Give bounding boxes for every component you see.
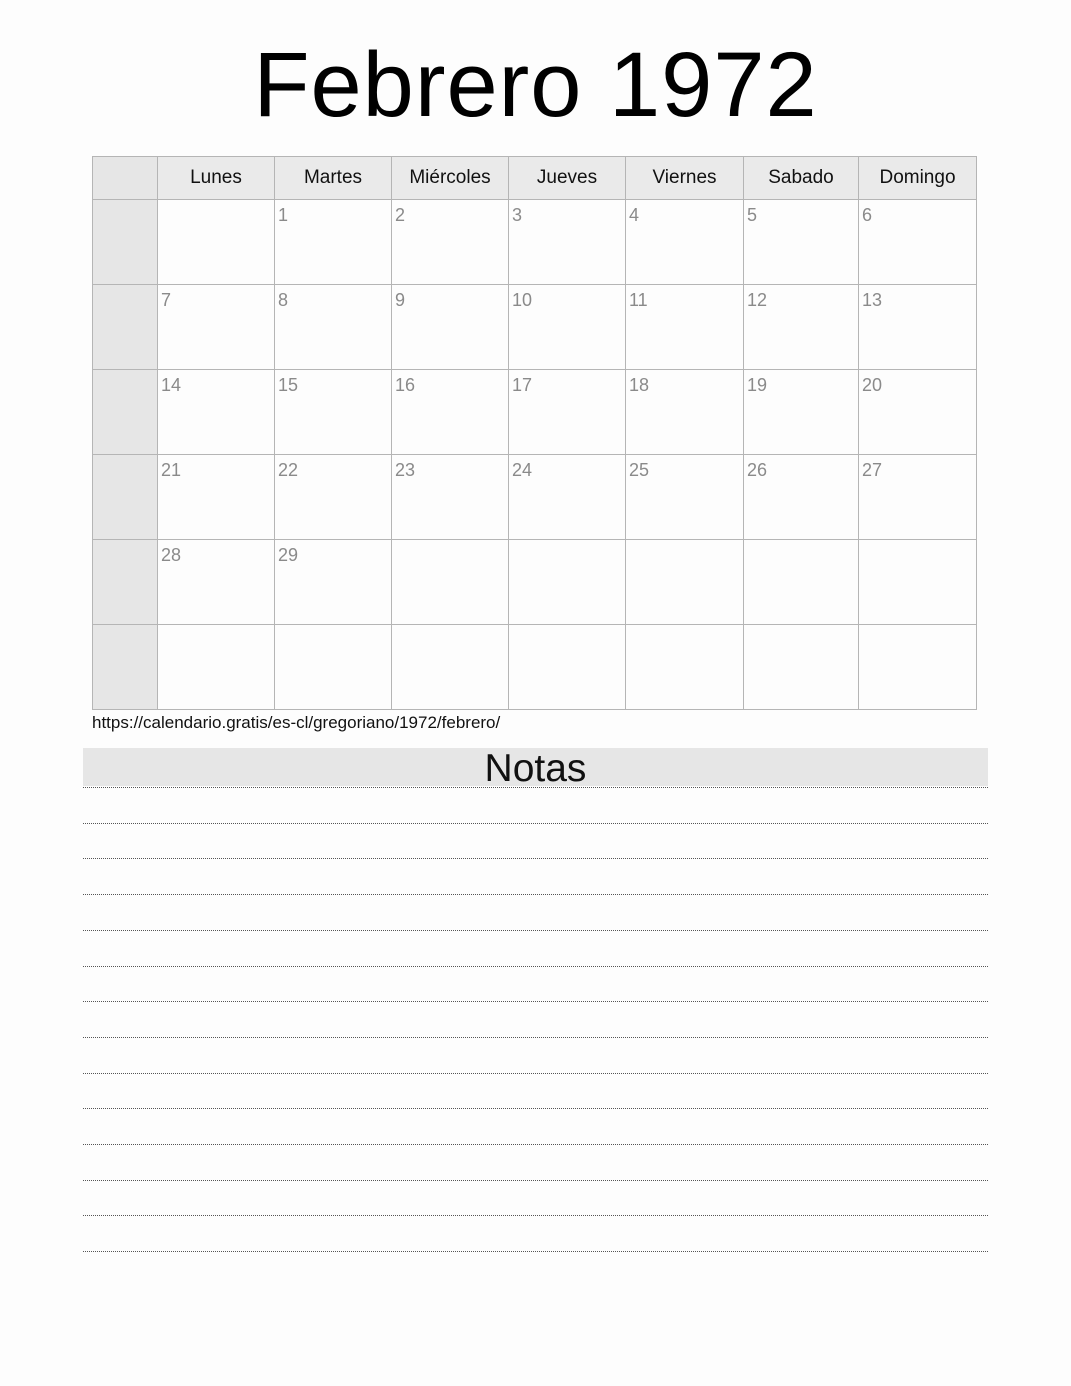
day-cell xyxy=(509,625,626,710)
note-line xyxy=(83,1251,988,1252)
day-cell xyxy=(859,455,977,540)
day-cell xyxy=(509,455,626,540)
day-cell xyxy=(275,285,392,370)
day-number xyxy=(158,200,274,205)
note-line xyxy=(83,1108,988,1109)
day-cell xyxy=(392,625,509,710)
day-number: 2 xyxy=(395,205,406,225)
day-number xyxy=(509,540,625,545)
week-number-cell xyxy=(93,455,158,540)
day-cell xyxy=(859,625,977,710)
day-cell xyxy=(158,370,275,455)
day-number xyxy=(392,540,508,545)
calendar-grid xyxy=(92,156,977,710)
day-number: 27 xyxy=(862,460,883,480)
week-row xyxy=(93,370,977,455)
source-url: https://calendario.gratis/es-cl/gregoriano/1972/febrero/ xyxy=(92,713,501,732)
day-number: 25 xyxy=(629,460,650,480)
note-line xyxy=(83,787,988,788)
day-number xyxy=(744,625,858,630)
page-title: Febrero 1972 xyxy=(253,34,818,136)
day-cell xyxy=(859,200,977,285)
day-number: 16 xyxy=(395,375,416,395)
day-cell xyxy=(275,200,392,285)
day-number: 13 xyxy=(862,290,883,310)
day-number: 9 xyxy=(395,290,406,310)
note-line xyxy=(83,1144,988,1145)
note-line xyxy=(83,1073,988,1074)
day-cell xyxy=(744,285,859,370)
day-cell xyxy=(392,540,509,625)
note-line xyxy=(83,1215,988,1216)
note-line xyxy=(83,858,988,859)
day-number: 26 xyxy=(747,460,768,480)
weekday-header: Lunes xyxy=(158,157,275,200)
day-cell xyxy=(158,285,275,370)
day-cell xyxy=(275,625,392,710)
day-number xyxy=(626,540,743,545)
day-cell xyxy=(744,200,859,285)
day-number: 20 xyxy=(862,375,883,395)
week-row xyxy=(93,540,977,625)
day-cell xyxy=(158,625,275,710)
day-cell xyxy=(859,540,977,625)
day-cell xyxy=(744,455,859,540)
day-cell xyxy=(392,200,509,285)
day-number: 1 xyxy=(278,205,289,225)
day-cell xyxy=(744,370,859,455)
week-row xyxy=(93,285,977,370)
day-number: 8 xyxy=(278,290,289,310)
weekday-header: Miércoles xyxy=(392,157,509,200)
day-number: 18 xyxy=(629,375,650,395)
note-line xyxy=(83,1180,988,1181)
day-cell xyxy=(744,625,859,710)
day-number xyxy=(859,540,976,545)
day-cell xyxy=(626,625,744,710)
day-cell xyxy=(392,285,509,370)
day-number: 22 xyxy=(278,460,299,480)
day-number: 17 xyxy=(512,375,533,395)
day-number: 14 xyxy=(161,375,182,395)
week-number-cell xyxy=(93,370,158,455)
day-cell xyxy=(859,285,977,370)
day-number: 28 xyxy=(161,545,182,565)
day-cell xyxy=(275,370,392,455)
week-row xyxy=(93,625,977,710)
day-number: 21 xyxy=(161,460,182,480)
day-number: 19 xyxy=(747,375,768,395)
day-number xyxy=(275,625,391,630)
week-number-header xyxy=(93,157,158,200)
day-cell xyxy=(744,540,859,625)
weekday-header: Sabado xyxy=(744,157,859,200)
day-number xyxy=(626,625,743,630)
note-line xyxy=(83,823,988,824)
note-line xyxy=(83,894,988,895)
weekday-header: Jueves xyxy=(509,157,626,200)
day-number: 7 xyxy=(161,290,172,310)
day-number xyxy=(158,625,274,630)
day-cell xyxy=(859,370,977,455)
weekday-header: Martes xyxy=(275,157,392,200)
weekday-header-row xyxy=(93,157,977,200)
week-number-cell xyxy=(93,285,158,370)
day-number xyxy=(744,540,858,545)
day-cell xyxy=(626,370,744,455)
day-cell xyxy=(158,455,275,540)
day-number: 11 xyxy=(629,290,648,310)
note-line xyxy=(83,1037,988,1038)
day-cell xyxy=(626,540,744,625)
day-cell xyxy=(158,540,275,625)
note-line xyxy=(83,930,988,931)
note-line xyxy=(83,966,988,967)
day-cell xyxy=(626,285,744,370)
day-number: 10 xyxy=(512,290,533,310)
day-cell xyxy=(275,455,392,540)
day-number xyxy=(392,625,508,630)
week-number-cell xyxy=(93,540,158,625)
day-cell xyxy=(275,540,392,625)
day-cell xyxy=(626,200,744,285)
day-cell xyxy=(509,200,626,285)
weekday-header: Viernes xyxy=(626,157,744,200)
day-cell xyxy=(392,370,509,455)
day-cell xyxy=(158,200,275,285)
day-cell xyxy=(392,455,509,540)
day-cell xyxy=(626,455,744,540)
day-number: 3 xyxy=(512,205,523,225)
day-number: 24 xyxy=(512,460,533,480)
week-row xyxy=(93,455,977,540)
week-row xyxy=(93,200,977,285)
day-number xyxy=(859,625,976,630)
day-number: 15 xyxy=(278,375,299,395)
day-number: 6 xyxy=(862,205,873,225)
day-number xyxy=(509,625,625,630)
day-cell xyxy=(509,540,626,625)
day-number: 4 xyxy=(629,205,640,225)
day-number: 23 xyxy=(395,460,416,480)
day-number: 29 xyxy=(278,545,299,565)
weekday-header: Domingo xyxy=(859,157,977,200)
day-cell xyxy=(509,285,626,370)
day-cell xyxy=(509,370,626,455)
note-line xyxy=(83,1001,988,1002)
notes-header: Notas xyxy=(83,748,988,786)
day-number: 5 xyxy=(747,205,758,225)
week-number-cell xyxy=(93,625,158,710)
day-number: 12 xyxy=(747,290,768,310)
week-number-cell xyxy=(93,200,158,285)
